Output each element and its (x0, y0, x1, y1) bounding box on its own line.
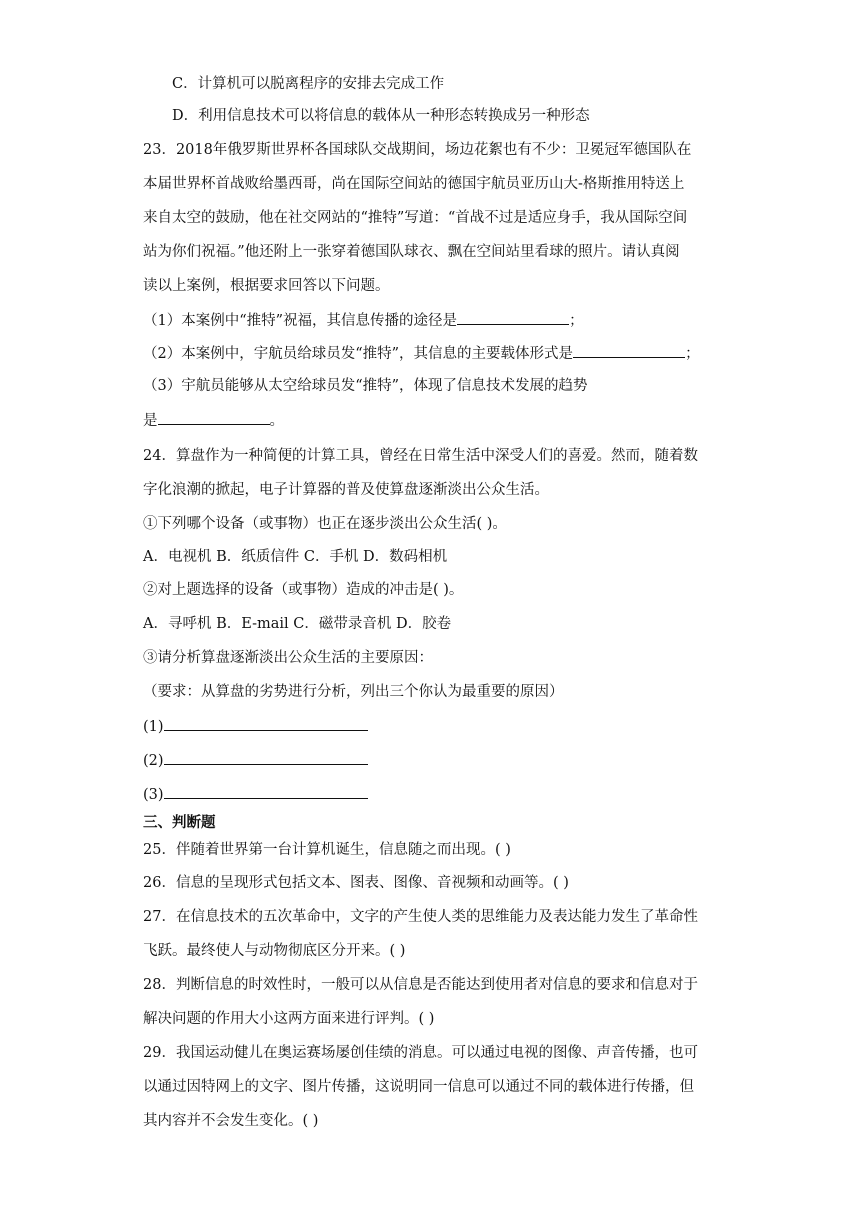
question-23-part-1 (143, 310, 584, 331)
answer-blank[interactable] (164, 784, 368, 799)
part-2-end: ； (685, 346, 700, 362)
question-24-line: 24．算盘作为一种简便的计算工具，曾经在日常生活中深受人们的喜爱。然而，随着数 (143, 448, 698, 464)
part-3-text: 是 (143, 413, 158, 429)
question-24-requirement: （要求：从算盘的劣势进行分析，列出三个你认为最重要的原因） (143, 684, 564, 700)
answer-blank[interactable] (457, 310, 569, 325)
answer-blank[interactable] (164, 750, 368, 765)
question-24-sub-3: ③请分析算盘逐渐淡出公众生活的主要原因： (143, 650, 433, 666)
question-24-sub-2: ②对上题选择的设备（或事物）造成的冲击是( )。 (143, 582, 464, 598)
part-2-text: （2）本案例中，宇航员给球员发“推特”，其信息的主要载体形式是 (143, 346, 574, 362)
answer-blank[interactable] (164, 716, 368, 731)
answer-number: (3) (143, 787, 164, 803)
question-28-line: 28．判断信息的时效性时，一般可以从信息是否能达到使用者对信息的要求和信息对于 (143, 977, 698, 993)
section-heading: 三、判断题 (143, 814, 216, 831)
question-23-part-3: （3）宇航员能够从太空给球员发“推特”，体现了信息技术发展的趋势 (143, 378, 588, 394)
question-24-sub-1-options: A．电视机 B．纸质信件 C．手机 D．数码相机 (143, 549, 448, 565)
question-23-line: 站为你们祝福。”他还附上一张穿着德国队球衣、飘在空间站里看球的照片。请认真阅 (143, 244, 680, 260)
question-29-line: 29．我国运动健儿在奥运赛场屡创佳绩的消息。可以通过电视的图像、声音传播，也可 (143, 1045, 698, 1061)
answer-number: (1) (143, 719, 164, 735)
question-23-line: 23．2018年俄罗斯世界杯各国球队交战期间，场边花絮也有不少：卫冕冠军德国队在 (143, 142, 692, 158)
question-23-line: 读以上案例，根据要求回答以下问题。 (143, 278, 390, 294)
question-26: 26．信息的呈现形式包括文本、图表、图像、音视频和动画等。( ) (143, 875, 569, 891)
question-24-sub-1: ①下列哪个设备（或事物）也正在逐步淡出公众生活( )。 (143, 516, 507, 532)
question-27-line: 27．在信息技术的五次革命中，文字的产生使人类的思维能力及表达能力发生了革命性 (143, 909, 698, 925)
answer-blank[interactable] (573, 343, 685, 358)
question-24-line: 字化浪潮的掀起，电子计算器的普及使算盘逐渐淡出公众生活。 (143, 482, 549, 498)
answer-line-2 (143, 750, 368, 771)
question-23-part-2 (143, 343, 700, 364)
part-1-end: ； (569, 313, 584, 329)
question-23-line: 来自太空的鼓励，他在社交网站的“推特”写道：“首战不过是适应身手，我从国际空间 (143, 210, 688, 226)
question-23-part-3-cont (143, 410, 284, 431)
question-27-line: 飞跃。最终使人与动物彻底区分开来。( ) (143, 943, 406, 959)
question-23-line: 本届世界杯首战败给墨西哥，尚在国际空间站的德国宇航员亚历山大-格斯推用特送上 (143, 176, 685, 192)
answer-number: (2) (143, 753, 164, 769)
question-29-line: 其内容并不会发生变化。( ) (143, 1113, 319, 1129)
part-1-text: （1）本案例中“推特”祝福，其信息传播的途径是 (143, 313, 458, 329)
answer-line-3 (143, 784, 368, 805)
question-29-line: 以通过因特网上的文字、图片传播，这说明同一信息可以通过不同的载体进行传播，但 (143, 1079, 694, 1095)
question-24-sub-2-options: A．寻呼机 B．E-mail C．磁带录音机 D．胶卷 (143, 616, 452, 632)
question-25: 25．伴随着世界第一台计算机诞生，信息随之而出现。( ) (143, 842, 511, 858)
option-d: D．利用信息技术可以将信息的载体从一种形态转换成另一种形态 (172, 108, 590, 124)
answer-line-1 (143, 716, 368, 737)
option-c: C．计算机可以脱离程序的安排去完成工作 (172, 76, 445, 92)
part-3-end: 。 (269, 413, 284, 429)
question-28-line: 解决问题的作用大小这两方面来进行评判。( ) (143, 1011, 435, 1027)
answer-blank[interactable] (158, 410, 270, 425)
